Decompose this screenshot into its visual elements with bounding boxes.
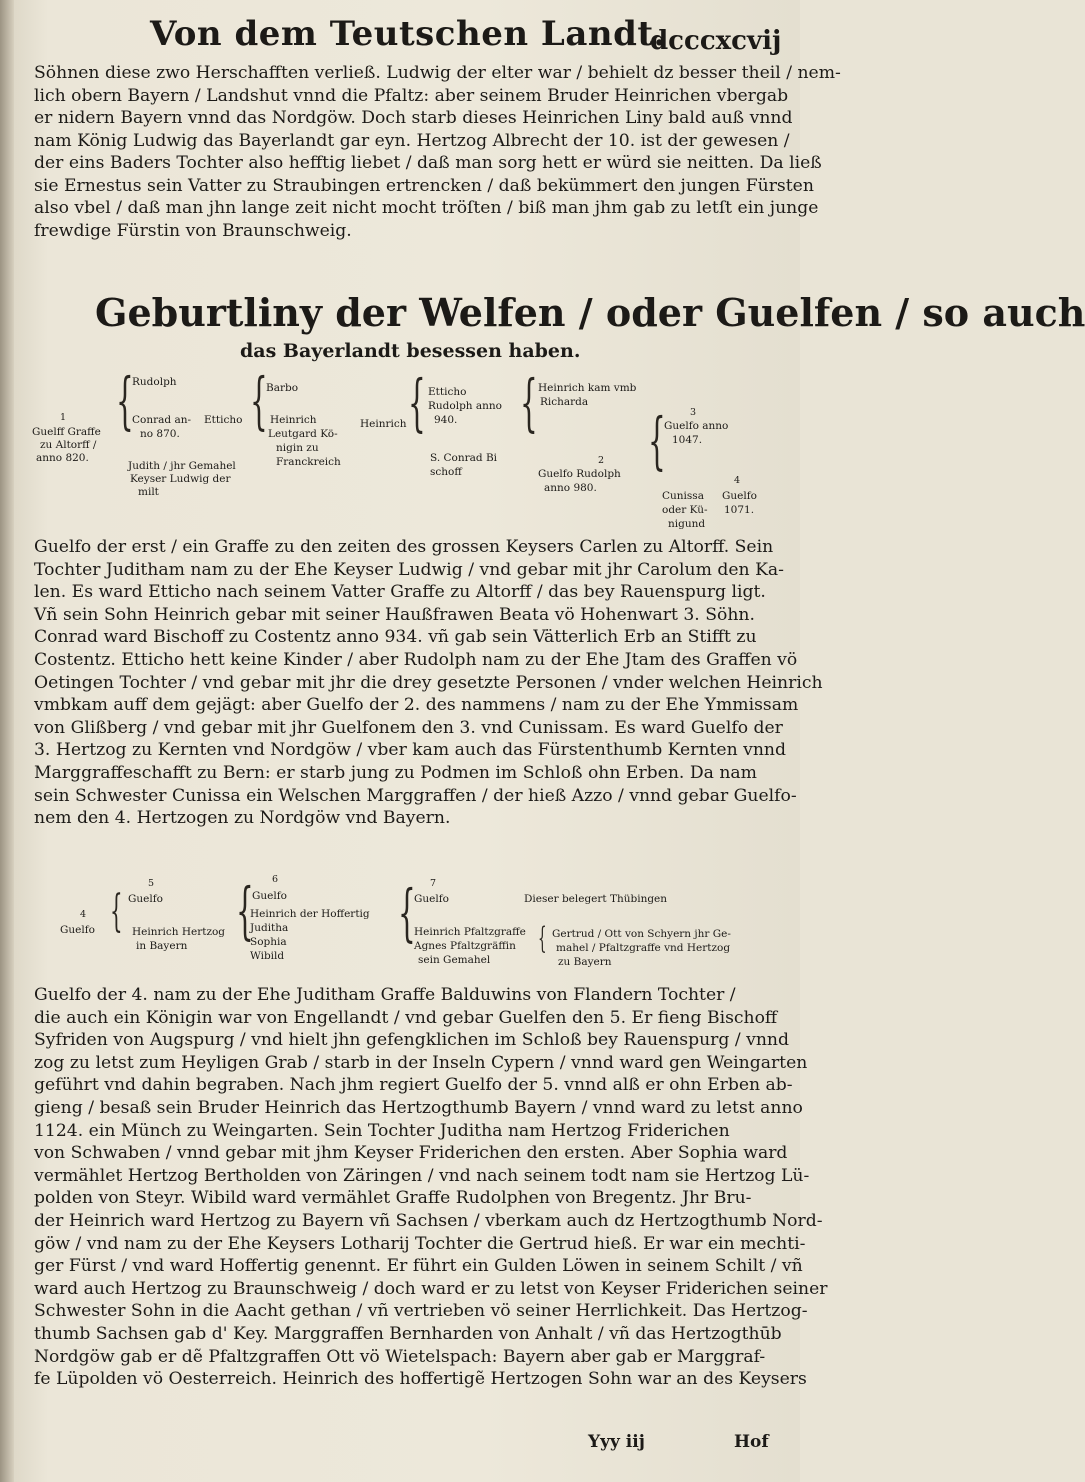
person-name: in Bayern <box>136 940 188 952</box>
genealogy-note: Gertrud / Ott von Schyern jhr Ge- <box>552 928 731 940</box>
person-name: Franckreich <box>276 456 341 468</box>
brace: { <box>538 921 547 956</box>
person-name: 1047. <box>672 434 703 446</box>
brace: { <box>110 886 123 937</box>
text-line: also vbel / daß man jhn lange zeit nicht mocht tröſten / biß man jhm gab zu letſt ein junge <box>34 198 819 218</box>
person-name: Guelfo <box>128 893 163 905</box>
text-line: thumb Sachsen gab d' Key. Marggraffen Bernharden von Anhalt / vñ das Hertzogthūb <box>34 1323 782 1344</box>
text-line: fe Lüpolden vö Oesterreich. Heinrich des hoffertigẽ Hertzogen Sohn war an des Keysers <box>34 1369 807 1390</box>
person-name: Guelfo <box>722 490 757 502</box>
person-name: nigund <box>668 518 706 530</box>
person-name: Barbo <box>266 382 299 394</box>
text-line: Marggraffeschafft zu Bern: er starb jung zu Podmen im Schloß ohn Erben. Da nam <box>34 762 757 783</box>
text-line: frewdige Fürstin von Braunschweig. <box>34 220 352 241</box>
text-line: der Heinrich ward Hertzog zu Bayern vñ Sachsen / vberkam auch dz Hertzogthumb Nord- <box>34 1210 823 1231</box>
person-name: schoff <box>430 466 462 478</box>
person-name: Heinrich kam vmb <box>538 382 637 394</box>
generation-number: 7 <box>430 878 437 889</box>
person-name: Guelfo <box>414 893 449 905</box>
page-edge <box>0 0 14 1482</box>
brace: { <box>236 874 254 947</box>
text-line: Schwester Sohn in die Aacht gethan / vñ vertrieben vö seiner Herrlichkeit. Das Hertzog- <box>34 1301 808 1322</box>
generation-number: 5 <box>148 878 155 889</box>
person-name: Judith / jhr Gemahel <box>128 460 236 472</box>
person-name: Heinrich der Hoffertig <box>250 908 370 920</box>
text-line: Syfriden von Augspurg / vnd hielt jhn gefengklichen im Schloß bey Rauenspurg / vnnd <box>34 1030 789 1051</box>
folio-number: dcccxcvij <box>650 26 782 56</box>
section-subtitle: das Bayerlandt besessen haben. <box>240 340 581 362</box>
person-name: milt <box>138 486 159 498</box>
genealogy-note: mahel / Pfaltzgraffe vnd Hertzog <box>556 942 731 954</box>
genealogy-note: Dieser belegert Thübingen <box>524 893 668 905</box>
person-name: Conrad an- <box>132 414 192 426</box>
person-name: Rudolph <box>132 376 177 388</box>
paragraph-1 <box>34 62 841 242</box>
text-line: von Glißberg / vnd gebar mit jhr Guelfonem den 3. vnd Cunissam. Es ward Guelfo der <box>34 717 783 738</box>
text-line: geführt vnd dahin begraben. Nach jhm regiert Guelfo der 5. vnnd alß er ohn Erben ab- <box>34 1075 793 1096</box>
person-name: Keyser Ludwig der <box>130 473 231 485</box>
person-name: 940. <box>434 414 458 426</box>
text-line: ger Fürst / vnd ward Hoffertig genennt. Er führt ein Gulden Löwen in seinem Schilt / vñ <box>34 1256 803 1277</box>
catchword: Hof <box>734 1432 769 1452</box>
text-line: Oetingen Tochter / vnd gebar mit jhr die drey gesetzte Personen / vnder welchen Heinrich <box>34 672 823 693</box>
person-name: Guelfo anno <box>664 420 729 432</box>
person-name: S. Conrad Bi <box>430 452 498 464</box>
person-name: no 870. <box>140 428 180 440</box>
person-name: nigin zu <box>276 442 319 454</box>
person-name: Cunissa <box>662 490 704 502</box>
text-line: der eins Baders Tochter also hefftig liebet / daß man sorg hett er würd sie neitten. Da ließ <box>34 153 822 173</box>
person-name: Heinrich Pfaltzgraffe <box>414 926 526 938</box>
person-name: Wibild <box>250 950 285 962</box>
signature-mark: Yyy iij <box>588 1432 645 1452</box>
text-line: die auch ein Königin war von Engellandt / vnd gebar Guelfen den 5. Er fieng Bischoff <box>34 1007 778 1028</box>
person-name: Guelfo <box>252 890 287 902</box>
brace: { <box>408 366 426 439</box>
text-line: göw / vnd nam zu der Ehe Keysers Lotharij Tochter die Gertrud hieß. Er war ein mechti- <box>34 1233 806 1254</box>
text-line: Costentz. Etticho hett keine Kinder / aber Rudolph nam zu der Ehe Jtam des Graffen vö <box>34 649 798 670</box>
person-name: Heinrich Hertzog <box>132 926 226 938</box>
text-line: lich obern Bayern / Landshut vnnd die Pfaltz: aber seinem Bruder Heinrichen vbergab <box>34 85 789 106</box>
person-name: Agnes Pfaltzgräffin <box>414 940 516 952</box>
generation-number: 2 <box>598 455 605 466</box>
brace: { <box>520 366 538 439</box>
text-line: sie Ernestus sein Vatter zu Straubingen ertrencken / daß bekümmert den jungen Fürsten <box>34 175 814 196</box>
text-line: Guelfo der erst / ein Graffe zu den zeiten des grossen Keysers Carlen zu Altorff. Sein <box>34 537 774 557</box>
generation-number: 6 <box>272 874 279 885</box>
person-name: anno 980. <box>544 482 597 494</box>
text-line: gieng / besaß sein Bruder Heinrich das Hertzogthumb Bayern / vnnd ward zu letst anno <box>34 1097 803 1118</box>
generation-number: 4 <box>80 909 87 920</box>
text-line: nem den 4. Hertzogen zu Nordgöw vnd Bayern. <box>34 808 451 829</box>
genealogy-root: anno 820. <box>36 452 89 464</box>
generation-number: 3 <box>690 407 697 418</box>
text-line: zog zu letst zum Heyligen Grab / starb in der Inseln Cypern / vnnd ward gen Weingarten <box>34 1052 808 1073</box>
person-name: Guelfo Rudolph <box>538 468 621 480</box>
person-name: oder Kü- <box>662 504 708 516</box>
person-name: Etticho <box>204 414 243 426</box>
text-line: nam König Ludwig das Bayerlandt gar eyn. Hertzog Albrecht der 10. ist der gewesen / <box>34 130 790 151</box>
text-line: len. Es ward Etticho nach seinem Vatter Graffe zu Altorff / das bey Rauenspurg ligt. <box>34 582 766 603</box>
genealogy-root: Guelfo <box>60 924 95 936</box>
person-name: Heinrich <box>360 418 407 430</box>
section-title: Geburtliny der Welfen / oder Guelfen / so auch <box>95 290 1085 335</box>
brace: { <box>648 404 666 477</box>
generation-number: 1 <box>60 412 67 423</box>
person-name: Heinrich <box>270 414 317 426</box>
paragraph-3 <box>34 984 828 1391</box>
text-line: sein Schwester Cunissa ein Welschen Marggraffen / der hieß Azzo / vnnd gebar Guelfo- <box>34 785 797 806</box>
text-line: ward auch Hertzog zu Braunschweig / doch ward er zu letst von Keyser Friderichen seiner <box>34 1278 828 1299</box>
genealogy-root: Guelff Graffe <box>32 426 101 438</box>
text-line: Söhnen diese zwo Herschafften verließ. Ludwig der elter war / behielt dz besser theil / nem- <box>34 63 841 83</box>
person-name: Juditha <box>250 922 289 934</box>
person-name: Rudolph anno <box>428 400 502 412</box>
paragraph-2 <box>34 536 823 830</box>
genealogy-note: zu Bayern <box>558 956 612 968</box>
person-name: Richarda <box>540 396 589 408</box>
person-name: Leutgard Kö- <box>268 428 338 440</box>
text-line: Guelfo der 4. nam zu der Ehe Juditham Graffe Balduwins von Flandern Tochter / <box>34 985 736 1005</box>
text-line: von Schwaben / vnnd gebar mit jhm Keyser Friderichen den ersten. Aber Sophia ward <box>34 1143 788 1164</box>
text-line: vmbkam auff dem gejägt: aber Guelfo der 2. des nammens / nam zu der Ehe Ymmissam <box>34 695 799 716</box>
text-line: vermählet Hertzog Bertholden von Zäringen / vnd nach seinem todt nam sie Hertzog Lü- <box>34 1165 810 1186</box>
person-name: Sophia <box>250 936 287 948</box>
person-name: Etticho <box>428 386 467 398</box>
text-line: Tochter Juditham nam zu der Ehe Keyser Ludwig / vnd gebar mit jhr Carolum den Ka- <box>34 559 784 580</box>
text-line: Nordgöw gab er dẽ Pfaltzgraffen Ott vö Wietelspach: Bayern aber gab er Marggraf- <box>34 1346 766 1367</box>
text-line: polden von Steyr. Wibild ward vermählet Graffe Rudolphen von Bregentz. Jhr Bru- <box>34 1188 752 1209</box>
brace: { <box>398 876 416 949</box>
brace: { <box>116 364 134 437</box>
text-line: Conrad ward Bischoff zu Costentz anno 934. vñ gab sein Vätterlich Erb an Stifft zu <box>34 627 757 648</box>
genealogy-root: zu Altorff / <box>40 439 97 451</box>
brace: { <box>250 364 268 437</box>
generation-number: 4 <box>734 475 741 486</box>
person-name: sein Gemahel <box>418 954 491 966</box>
person-name: 1071. <box>724 504 755 516</box>
text-line: Vñ sein Sohn Heinrich gebar mit seiner Haußfrawen Beata vö Hohenwart 3. Söhn. <box>34 604 755 625</box>
text-line: 3. Hertzog zu Kernten vnd Nordgöw / vber kam auch das Fürstenthumb Kernten vnnd <box>34 740 786 761</box>
text-line: 1124. ein Münch zu Weingarten. Sein Tochter Juditha nam Hertzog Friderichen <box>34 1120 730 1141</box>
text-line: er nidern Bayern vnnd das Nordgöw. Doch starb dieses Heinrichen Liny bald auß vnnd <box>34 108 793 128</box>
running-head: Von dem Teutschen Landt. <box>150 14 666 54</box>
